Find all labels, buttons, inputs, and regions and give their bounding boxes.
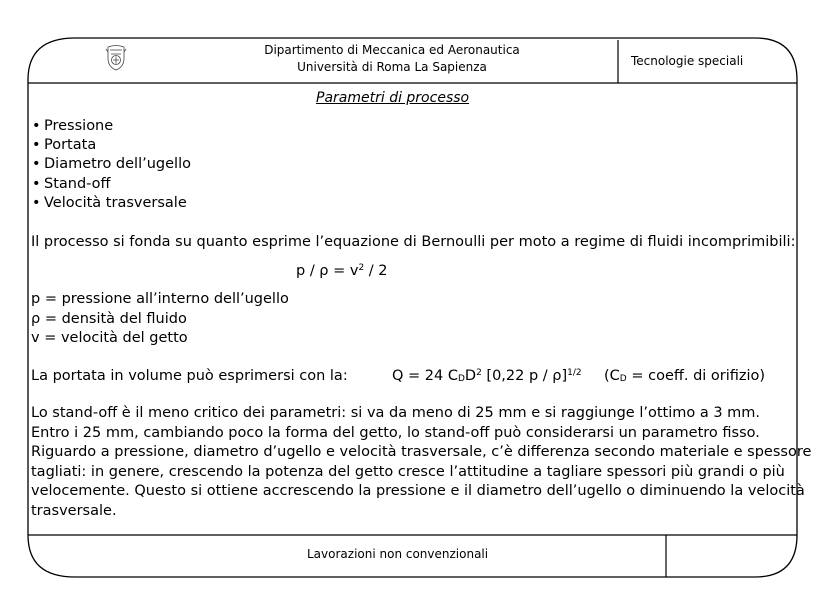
intro-text: Il processo si fonda su quanto esprime l’equazione di Bernoulli per moto a regime di fluidi incomprimibili: [31,234,796,250]
list-item: • Portata [32,136,191,155]
parameter-list [32,117,191,213]
variable-definitions [31,290,289,349]
paragraph-line: Riguardo a pressione, diametro d’ugello e velocità trasversale, c’è differenza secondo materiale e spessore [31,444,812,460]
definition-line: v = velocità del getto [31,330,188,346]
flow-note: (CD = coeff. di orifizio) [604,368,766,384]
crest-logo [106,46,126,71]
definition-line: p = pressione all’interno dell’ugello [31,291,289,307]
paragraph-line: tagliati: in genere, crescendo la potenza del getto cresce l’attitudine a tagliare spessori più grandi o più [31,463,785,480]
flow-formula: Q = 24 CDD$^2$ [0,22 p / ρ]$^{1/2}$ [392,368,582,384]
standoff-paragraph [31,404,811,521]
list-item: • Stand-off [32,175,191,194]
flow-label: La portata in volume può esprimersi con la: [31,368,348,384]
bernoulli-equation: $p / \rho = v^2 / 2$ [296,263,388,279]
paragraph-line: Lo stand-off è il meno critico dei parametri: si va da meno di 25 mm e si raggiunge l’ottimo a 3 mm. [31,405,761,421]
paragraph-line: trasversale. [31,502,117,519]
header-institution [232,42,552,76]
university-name: Università di Roma La Sapienza [297,60,487,74]
list-item: • Diametro dell’ugello [32,155,191,174]
list-item: • Velocità trasversale [32,194,191,213]
department-name: Dipartimento di Meccanica ed Aeronautica [264,43,520,57]
page-title: Parametri di processo [316,90,470,106]
footer-label: Lavorazioni non convenzionali [307,547,489,561]
course-name: Tecnologie speciali [631,54,744,68]
definition-line: ρ = densità del fluido [31,310,187,327]
list-item: • Pressione [32,117,191,136]
paragraph-line: velocemente. Questo si ottiene accrescendo la pressione e il diametro dell’ugello o diminuendo la velocità [31,483,805,499]
paragraph-line: Entro i 25 mm, cambiando poco la forma del getto, lo stand-off può considerarsi un parametro fisso. [31,424,760,441]
